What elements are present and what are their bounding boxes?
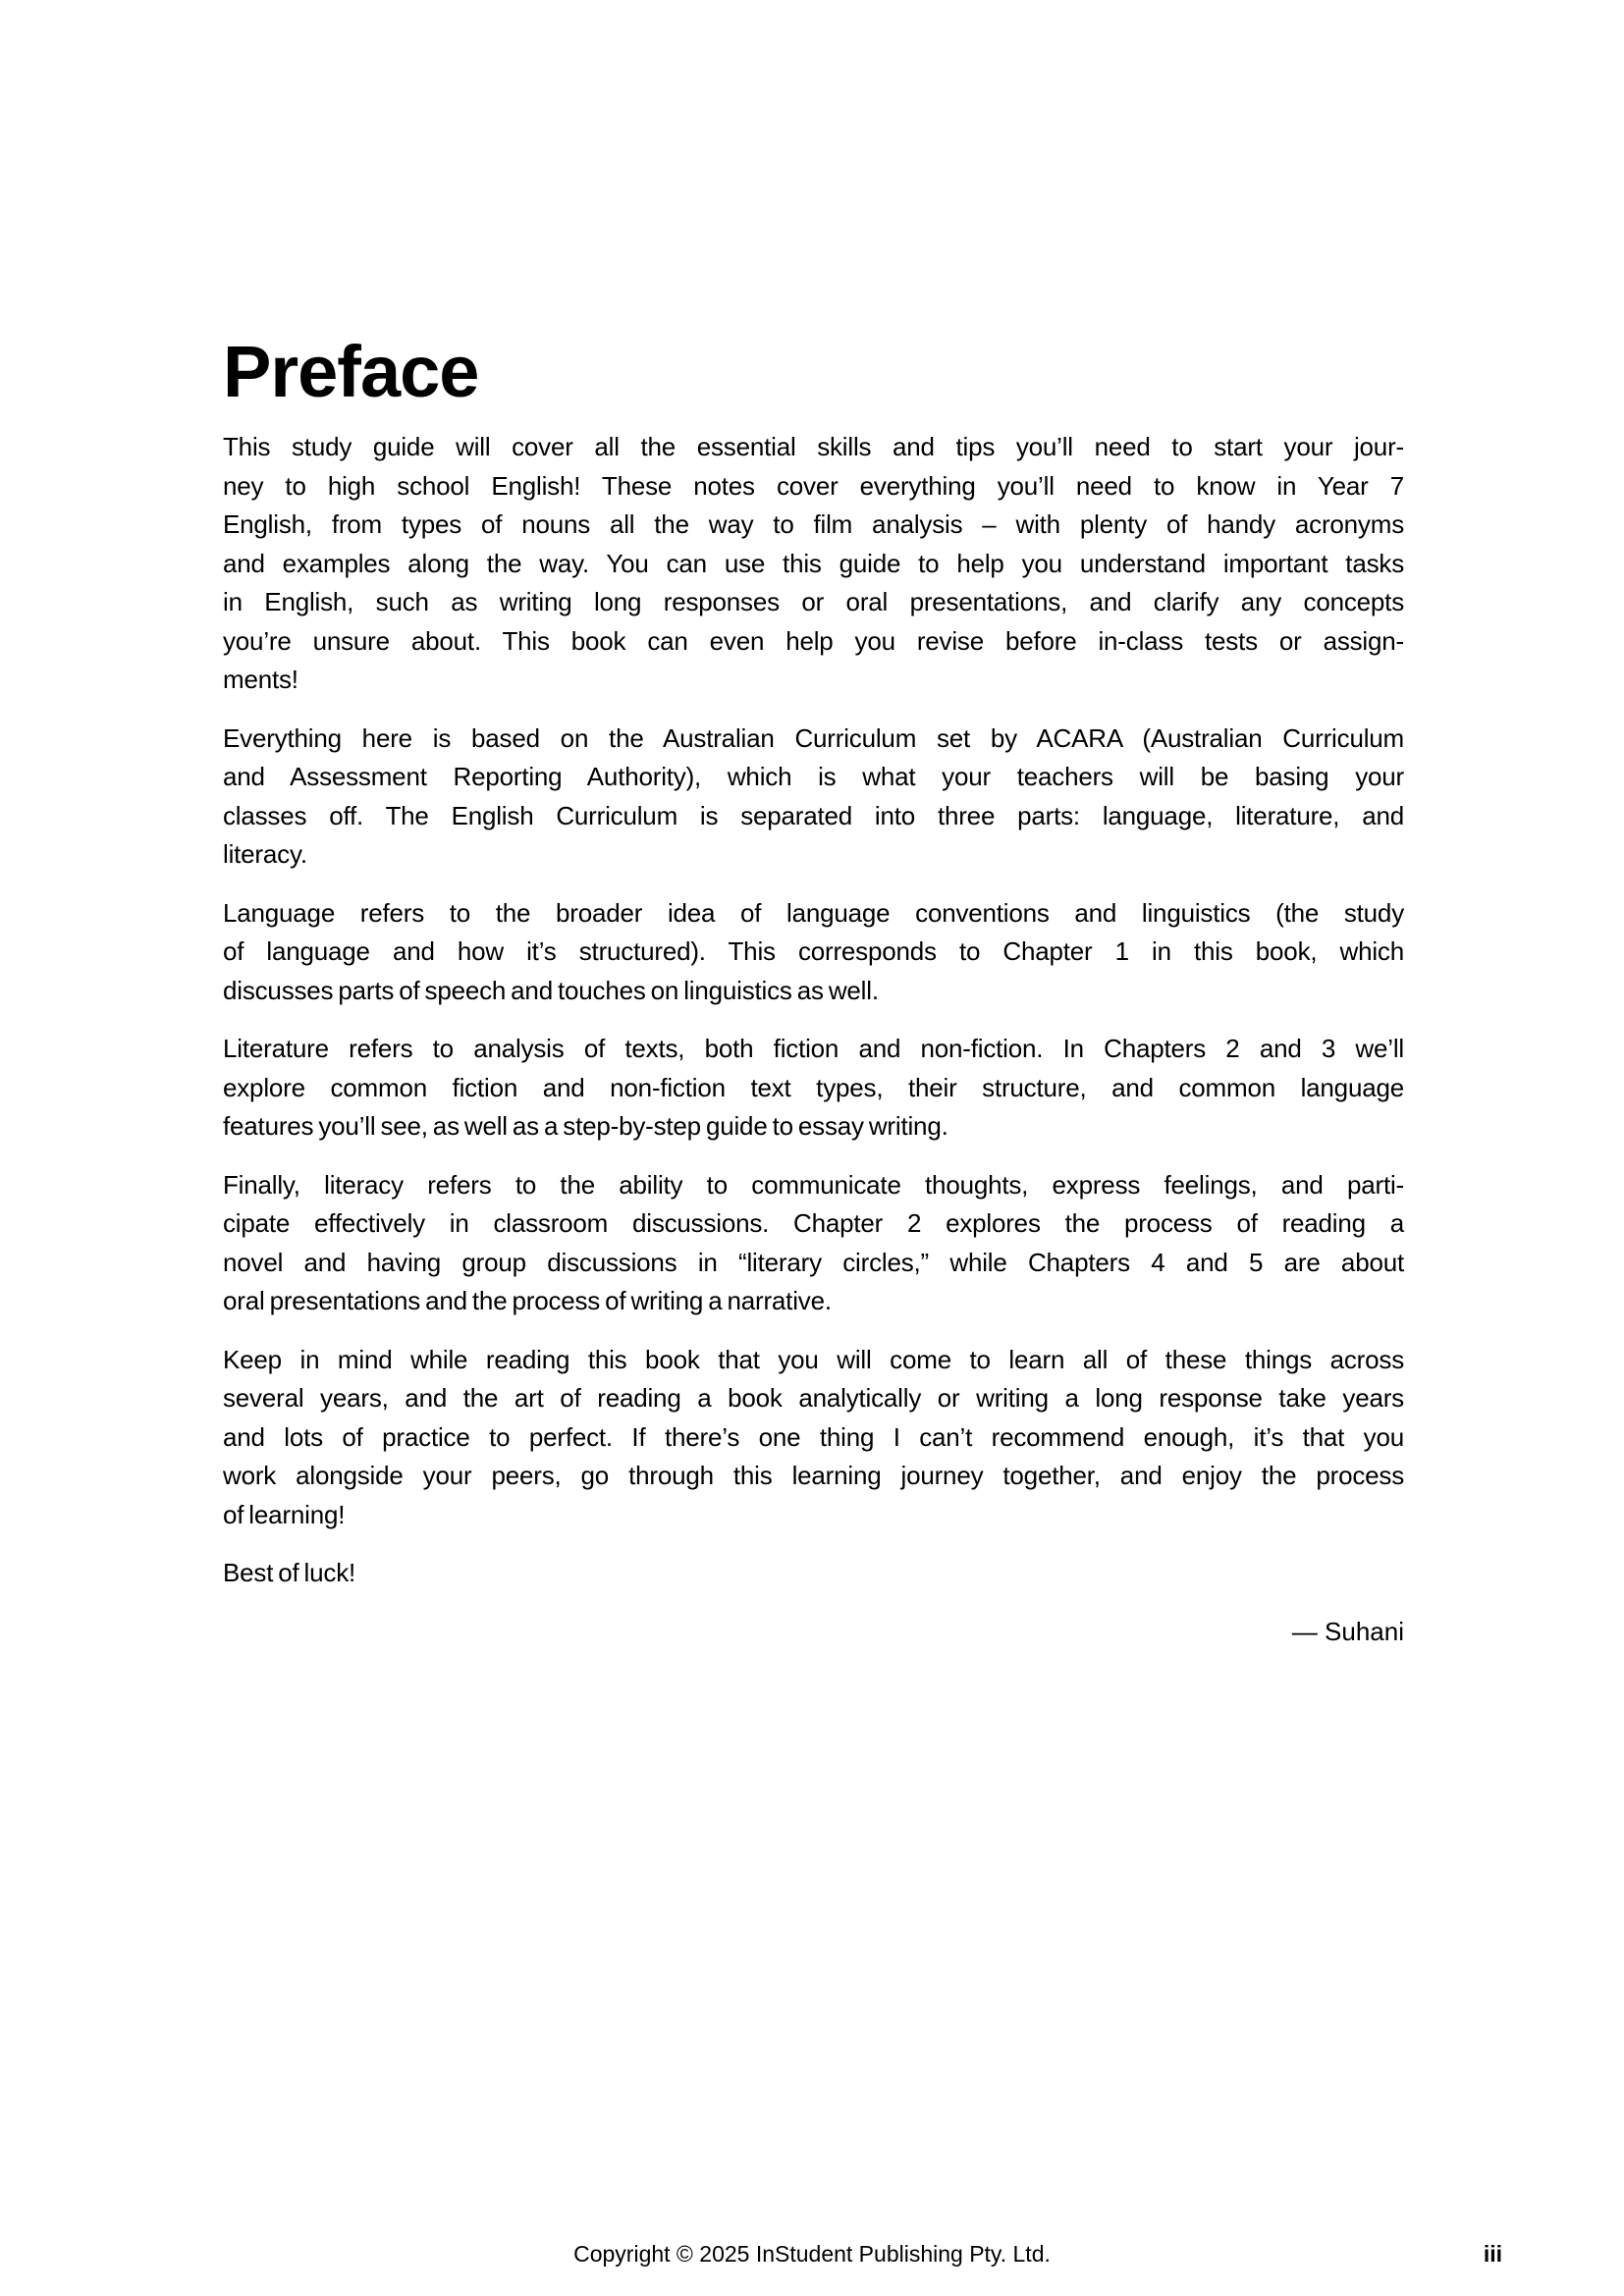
text-line: novel and having group discussions in “literary circles,” while Chapters 4 and 5 are about — [223, 1247, 1404, 1277]
text-line: Language refers to the broader idea of language conventions and linguistics (the study — [223, 897, 1404, 928]
signature: — Suhani — [1291, 1616, 1404, 1646]
text-line: explore common fiction and non-fiction text types, their structure, and common language — [223, 1072, 1404, 1102]
text-line: Literature refers to analysis of texts, both fiction and non-fiction. In Chapters 2 and 3 we’ll — [223, 1034, 1404, 1063]
text-line: Everything here is based on the Australian Curriculum set by ACARA (Australian Curriculum — [223, 722, 1404, 753]
text-line: Best of luck! — [223, 1558, 356, 1587]
paragraph — [223, 1341, 1404, 1535]
text-line: discusses parts of speech and touches on linguistics as well. — [223, 975, 879, 1005]
text-line: and examples along the way. You can use this guide to help you understand important tasks — [223, 548, 1404, 578]
paragraph — [223, 720, 1404, 875]
paragraph — [223, 894, 1404, 1011]
paragraph — [223, 1166, 1404, 1321]
text-line: This study guide will cover all the essential skills and tips you’ll need to start your jour- — [223, 432, 1404, 461]
text-line: and Assessment Reporting Authority), which is what your teachers will be basing your — [223, 762, 1404, 791]
page-title: Preface — [223, 331, 479, 412]
text-line: ney to high school English! These notes cover everything you’ll need to know in Year 7 — [223, 470, 1404, 501]
text-line: Finally, literacy refers to the ability to communicate thoughts, express feelings, and parti- — [223, 1169, 1404, 1200]
text-line: you’re unsure about. This book can even help you revise before in-class tests or assign- — [223, 625, 1404, 656]
paragraph — [223, 1030, 1404, 1147]
paragraphs — [223, 428, 1404, 1593]
text-line: ments! — [223, 665, 298, 694]
text-line: several years, and the art of reading a book analytically or writing a long response take years — [223, 1383, 1404, 1413]
text-line: in English, such as writing long responses or oral presentations, and clarify any concepts — [223, 587, 1404, 616]
page-number: iii — [1483, 2241, 1502, 2267]
text-line: of learning! — [223, 1499, 346, 1529]
footer — [0, 2240, 1624, 2268]
text-line: features you’ll see, as well as a step-by-step guide to essay writing. — [223, 1111, 948, 1141]
paragraph — [223, 1554, 1404, 1593]
paragraph — [223, 428, 1404, 700]
text-line: Keep in mind while reading this book that you will come to learn all of these things across — [223, 1344, 1404, 1374]
text-line: cipate effectively in classroom discussions. Chapter 2 explores the process of reading a — [223, 1208, 1404, 1238]
text-line: and lots of practice to perfect. If there’s one thing I can’t recommend enough, it’s that you — [223, 1421, 1404, 1452]
text-line: English, from types of nouns all the way to film analysis – with plenty of handy acronyms — [223, 509, 1404, 539]
footer-copyright: Copyright © 2025 InStudent Publishing Pty. Ltd. — [573, 2241, 1051, 2267]
text-line: classes off. The English Curriculum is separated into three parts: language, literature, and — [223, 800, 1404, 830]
page — [223, 0, 1404, 1651]
text-line: literacy. — [223, 839, 307, 869]
text-line: of language and how it’s structured). This corresponds to Chapter 1 in this book, which — [223, 936, 1404, 966]
text-line: oral presentations and the process of writing a narrative. — [223, 1286, 832, 1315]
text-line: work alongside your peers, go through this learning journey together, and enjoy the process — [223, 1461, 1404, 1490]
